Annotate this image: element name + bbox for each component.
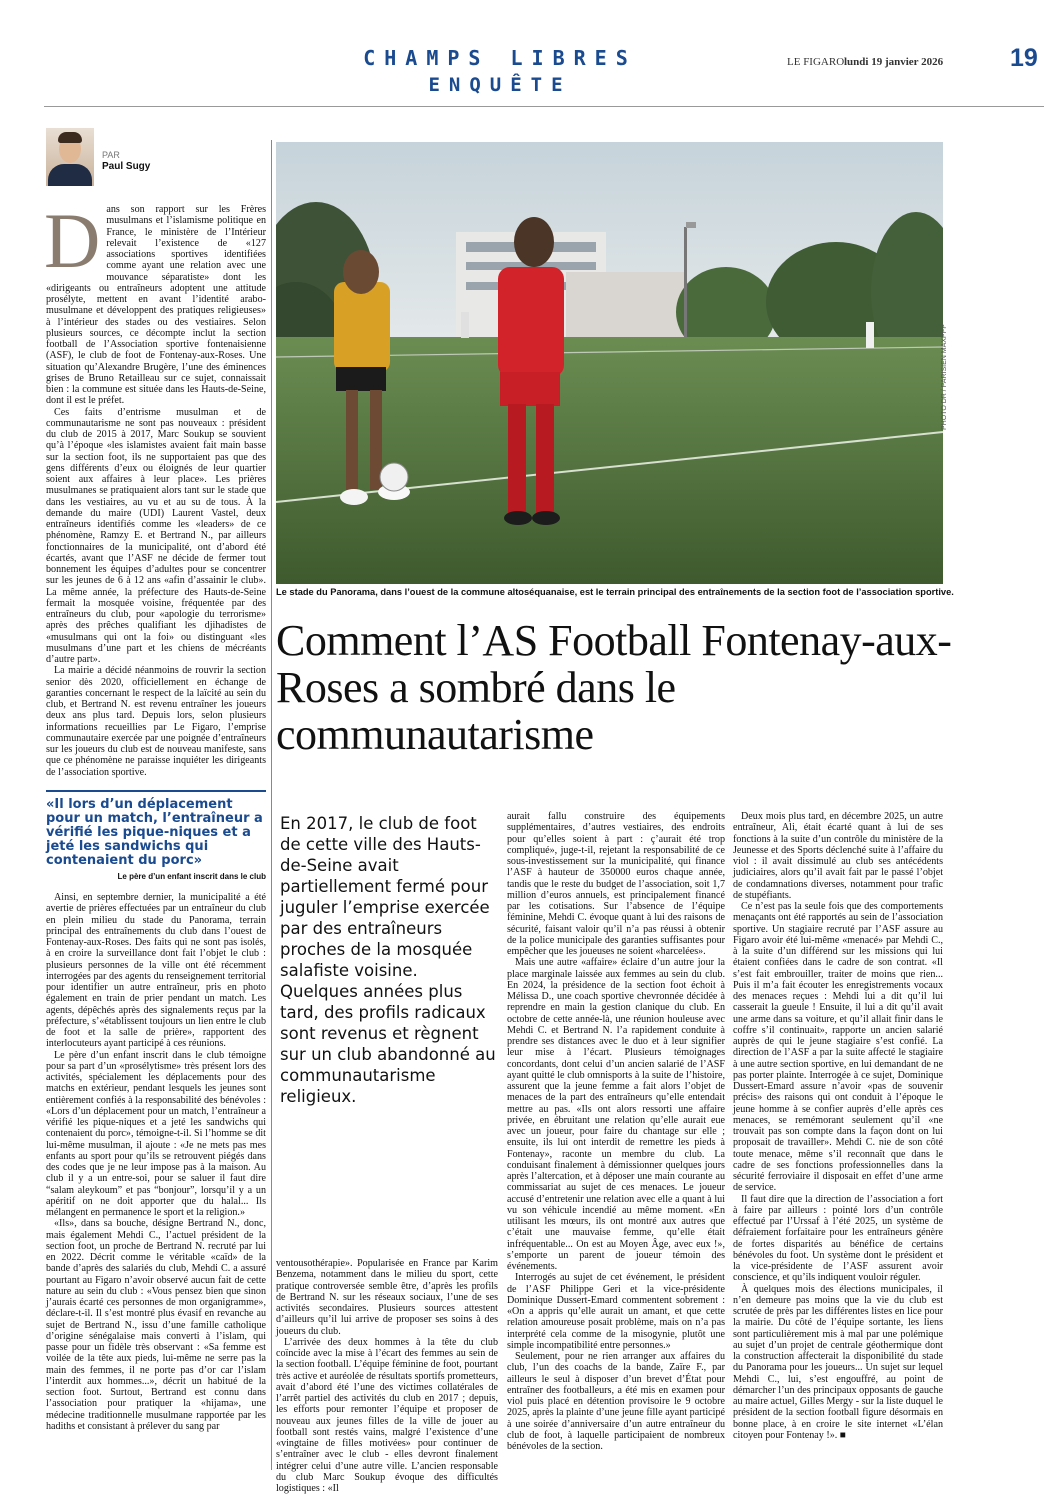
headline: Comment l’AS Football Fontenay-aux-Roses a sombré dans le communautarisme <box>276 616 952 759</box>
pull-quote-text: «Il lors d’un déplacement pour un match, l’entraîneur a vérifié les pique-niques et a jeté les sandwichs qui contenaient du porc» <box>46 797 263 868</box>
rubric-enquete: ENQUÊTE <box>428 74 572 96</box>
header-rule <box>44 106 1044 107</box>
paragraph: Ainsi, en septembre dernier, la municipalité a été avertie de prières effectuées par un entraîneur du club en plein milieu du stade du Panorama, terrain principal des entraînements du club dans l’ouest de Fontenay-aux-Roses. Des faits qui ne sont pas isolés, à en croire la surveillance dont fait l’objet le club : plusieurs personnes de la ville ont été récemment interrogées par des agents du renseignement territorial pour identifier un autre entraîneur, pris en photo également en train de prier pendant un match. Les agents, dépêchés après des signalements reçus par la préfecture, s’«établissent toujours un lien entre le club de foot et la salle de prière», rapportent des interlocuteurs ayant participé à ces réunions. <box>46 892 266 1050</box>
issue-date: lundi 19 janvier 2026 <box>844 56 944 68</box>
paragraph: Ces faits d’entrisme musulman et de communautarisme ne sont pas nouveaux : président du club de 2015 à 2017, Marc Soukup se souvient qu’à l’époque «les islamistes avaient fait main basse sur la section foot, ils ne supportaient pas que des gens différents d’eux ou éloignés de leur quartier soient aux affaires à leur place». Les prières musulmanes se pratiquaient alors tant sur le stade que dans les vestiaires, au vu et au su de tous. À la demande du maire (UDI) Laurent Vastel, deux entraîneurs identifiés comme les «leaders» de ce phénomène, Ramzy E. et Bertrand N., par ailleurs fonctionnaires de la municipalité, ont d’abord été écartés, avant que l’ASF ne décide de fermer tout bonnement les équipes d’adultes pour se concentrer sur les jeunes de 6 à 12 ans «afin d’assainir le club». La même année, la préfecture des Hauts-de-Seine fermait la mosquée voisine, fréquentée par des entraîneurs du club, pour «apologie du terrorisme» après des prêches qualifiant les djihadistes de «musulmans qui ont la foi» ou distinguant «les musulmans d’une part et les chiens de mécréants d’autre part». <box>46 406 266 665</box>
paragraph: Il faut dire que la direction de l’association a fort à faire par ailleurs : pointé lors d’un contrôle effectué par l’Urssaf à l’été 2025, un système de défraiement forfaitaire pour les entraîneurs génère de fortes disparités au bénéfice de certains bénévoles du foot. Un système dont le président et la vice-présidente de l’ASF assurent avoir conscience, et qu’ils indiquent vouloir réguler. <box>733 1193 943 1284</box>
paragraph: Interrogés au sujet de cet événement, le président de l’ASF Philippe Geri et la vice-présidente Dominique Dussert-Emard commentent sobrement : «On a appris qu’elle aurait un amant, et que cette relation amoureuse posait problème, mais on n’a pas interprété cela comme de la misogynie, plutôt une simple incompatibilité entre personnes.» <box>507 1272 725 1351</box>
article-column-2 <box>276 1258 498 1494</box>
byline-prefix: PAR <box>102 150 120 160</box>
column-separator <box>271 140 272 1470</box>
lead-paragraph: En 2017, le club de foot de cette ville des Hauts-de-Seine avait partiellement fermé pour juguler l’emprise exercée par des entraîneurs proches de la mosquée salafiste voisine. Quelques années plus tard, des profils radicaux sont revenus et règnent sur un club abandonné au communautarisme religieux. <box>280 814 496 1106</box>
article-column-1 <box>44 197 266 778</box>
paragraph: À quelques mois des élections municipales, il n’en demeure pas moins que la vie du club est scrutée de près par les différentes listes en lice pour la mairie. Du côté de l’équipe sortante, les liens sont particulièrement mis à mal par une polémique au sujet d’un projet de centrale géothermique dont la construction affecterait la disponibilité du stade du Panorama pour les joueurs... Un sujet sur lequel Mehdi C., lui, s’est engouffré, au point de démarcher l’un des principaux opposants de gauche au maire actuel, Gilles Mergy - sur la liste duquel le président de la section football figure désormais en bonne place, à en croire le site internet «L’élan citoyen pour Fontenay !». ■ <box>733 1283 943 1441</box>
paragraph: L’arrivée des deux hommes à la tête du club coïncide avec la mise à l’écart des femmes au sein de la section football. L’équipe féminine de foot, pourtant très active et auréolée de résultats sportifs prometteurs, avait d’abord été l’une des victimes collatérales de l’arrêt partiel des activités du club en 2017 ; depuis, les efforts pour remonter l’équipe et proposer de nouveau aux jeunes filles de la ville de jouer au football sont restés vains, malgré l’existence d’une «vingtaine de filles motivées» pour continuer de s’entraîner avec le club - elles devront finalement intégrer celui d’une autre ville. L’ancien responsable du club Marc Soukup évoque des difficultés logistiques : «Il <box>276 1336 498 1494</box>
author-block <box>46 128 246 188</box>
byline-name: Paul Sugy <box>102 161 151 172</box>
paragraph: ans son rapport sur les Frères musulmans et l’islamisme politique en France, le ministère de l’Intérieur relevait l’existence de «127 associations sportives identifiées comme ayant une relation avec une mouvance séparatiste» dont les «dirigeants ou entraîneurs adoptent une attitude prosélyte, mettent en avant l’identité arabo-musulmane et développent des pratiques religieuses» à l’intérieur des stades ou des vestiaires. Selon plusieurs sources, ce décompte inclut la section football de l’Association sportive fontenaisienne (ASF), le club de foot de Fontenay-aux-Roses. Une situation qu’Alexandre Brugère, l’une des éminences grises de Bruno Retailleau sur ce sujet, connaissait bien : la commune est située dans les Hauts-de-Seine, dont il est le préfet. <box>46 204 266 407</box>
pull-quote-attribution: Le père d’un enfant inscrit dans le club <box>117 872 266 881</box>
photo-credit: PHOTO DR / PARISIEN MAXPPP <box>941 324 948 430</box>
article-column-3 <box>507 811 725 1452</box>
rubric-champs-libres: CHAMPS LIBRES <box>363 46 637 70</box>
paragraph: Deux mois plus tard, en décembre 2025, un autre entraîneur, Ali, était écarté quant à lui de ses fonctions à la suite d’un contrôle du ministère de la Jeunesse et des Sports déclenché suite à l’affaire du viol : il avait dissimulé au club ses antécédents judiciaires, alors qu’il avait fait par le passé l’objet de condamnations diverses, notamment pour trafic de stupéfiants. <box>733 811 943 901</box>
paragraph: aurait fallu construire des équipements supplémentaires, d’autres vestiaires, des endroits pour qu’elles soient à part : ç’aurait été trop compliqué», juge-t-il, rejetant la responsabilité de ce sous-investissement sur la municipalité, qui finance l’ASF à hauteur de 350000 euros chaque année, tandis que le reste du budget de l’association, soit 1,7 million d’euros annuels, est principalement financé par les cotisations. Sur l’absence de l’équipe féminine, Mehdi C. évoque quant à lui des raisons de sécurité, faisant valoir qu’il n’a pas réussi à obtenir de la police municipale des garanties suffisantes pour empêcher que les joueuses ne soient «harcelées». <box>507 811 725 957</box>
photo-caption: Le stade du Panorama, dans l’ouest de la commune altoséquanaise, est le terrain principal des entraînements de la section foot de l’association sportive. <box>276 587 954 597</box>
pull-quote <box>46 790 266 881</box>
paragraph: ventousothérapie». Popularisée en France par Karim Benzema, notamment dans le milieu du sport, cette pratique controversée semble être, d’après les profils de Bertrand N. sur les réseaux sociaux, l’une de ses activités secondaires. Plusieurs sources attestent d’ailleurs qu’il lui arrive de proposer ses soins à des joueurs du club. <box>276 1258 498 1337</box>
newspaper-name: LE FIGARO <box>787 56 845 68</box>
stadium-photo <box>276 142 943 584</box>
drop-cap: D <box>44 197 101 284</box>
article-column-4 <box>733 811 943 1441</box>
author-avatar <box>46 128 94 186</box>
paragraph: Le père d’un enfant inscrit dans le club témoigne pour sa part d’un «prosélytisme» très présent lors des activités, spécialement les déplacements pour des matchs en extérieur, pendant lesquels les jeunes sont entièrement confiés à la responsabilité des bénévoles : «Lors d’un déplacement pour un match, l’entraîneur a vérifié les pique-niques et a jeté les sandwichs qui contenaient du porc», témoigne-t-il. Si l’homme se dit lui-même musulman, il ajoute : «Je ne mets pas mes enfants au sport pour qu’ils se retrouvent piégés dans des codes que je ne leur impose pas à la maison. Au club il y a un entre-soi, pour se saluer il faut dire “salam aleykoum” et pas “bonjour”, lorsqu’il y a un apéritif on ne doit apporter que du halal... Ils mélangent en permanence le sport et la religion.» <box>46 1049 266 1218</box>
paragraph: Seulement, pour ne rien arranger aux affaires du club, l’un des coachs de la bande, Zaïre F., par ailleurs le seul à disposer d’un brevet d’État pour entraîner des footballeurs, a été mis en examen pour viol puis placé en détention provisoire le 9 octobre 2025, après la plainte d’une jeune fille ayant participé à une soirée d’anniversaire d’un autre entraîneur du club de foot, à laquelle participaient de nombreux bénévoles de la section. <box>507 1351 725 1452</box>
page-number: 19 <box>1010 44 1038 72</box>
article-column-1-continued <box>46 892 266 1432</box>
paragraph: «Ils», dans sa bouche, désigne Bertrand N., donc, mais également Mehdi C., l’actuel président de la section foot, un proche de Bertrand N. recruté par lui en 2022. Décrit comme le véritable «caïd» de la bande d’après des salariés du club, Mehdi C. a assuré pourtant au Figaro n’avoir observé aucun fait de cette nature au sein du club : «Vous pensez bien que sinon j’aurais écarté ces personnes de mon organigramme», déclare-t-il. Il s’est montré plus évasif en revanche au sujet de Bertrand N., issu d’une famille catholique d’origine sénégalaise mais converti à l’islam, qui passe pour un fidèle très observant : «Sa femme est voilée de la tête aux pieds, lui-même ne serre pas la main des femmes, il ne porte pas d’or car l’islam l’interdit aux hommes...», décrit un habitué de la section foot. Surtout, Bertrand est connu dans l’association pour pratiquer la «hijama», une médecine traditionnelle musulmane rapportée par les hadiths et consistant à prélever du sang par <box>46 1218 266 1432</box>
paragraph: La mairie a décidé néanmoins de rouvrir la section senior dès 2020, officiellement en échange de garanties concernant le respect de la laïcité au sein du club, et Bertrand N. est revenu entraîner les joueurs deux ans plus tard. Depuis lors, selon plusieurs informations recueillies par Le Figaro, l’emprise communautaire exercée par une poignée d’entraîneurs sur les joueurs du club est de nouveau manifeste, sans que ce phénomène ne paraisse inquiéter les dirigeants de l’association sportive. <box>46 665 266 778</box>
paragraph: Ce n’est pas la seule fois que des comportements menaçants ont été rapportés au sein de l’association sportive. Un stagiaire recruté par l’ASF assure au Figaro avoir été lui-même «menacé» par Mehdi C., à la suite d’un différend sur les missions qui lui étaient confiées dans le cadre de son contrat. «Il s’est fait embrouiller, traiter de moins que rien... Puis il m’a fait écouter les enregistrements vocaux des menaces reçues : Mehdi lui a dit qu’il lui casserait la gueule ! Ensuite, il lui a dit qu’il avait une arme dans sa voiture, et qu’il allait finir dans le coffre s’il continuait», rapporte un ancien salarié auprès de qui le jeune stagiaire s’est confié. La direction de l’ASF a par la suite affecté le stagiaire à une autre section sportive, en lui demandant de ne pas porter plainte. Interrogée à ce sujet, Dominique Dussert-Emard assure n’avoir «pas de souvenir précis» des raisons qui ont conduit à l’époque le jeune homme à se confier auprès d’elle après ces menaces, se remémorant seulement qu’il «ne trouvait pas son compte dans la façon dont on lui proposait de travailler». Mehdi C. nie de son côté toute menace, même s’il reconnaît que dans le cadre de ses fonctions professionnelles dans la sécurité ferroviaire il disposait en effet d’une arme de service. <box>733 901 943 1194</box>
paragraph: Mais une autre «affaire» éclaire d’un autre jour la place marginale laissée aux femmes au sein du club. En 2024, la présidence de la section foot échoit à Mélissa D., une coach sportive chevronnée décidée à reprendre en main la gestion clanique du club. En octobre de cette année-là, une réunion houleuse avec Mehdi C. et Bertrand N. l’a rapidement conduite à prendre ses distances avec le duo et à leur signifier leur mise à l’écart. Plusieurs témoignages concordants, dont celui d’un ancien salarié de l’ASF ayant quitté le club omnisports à la suite de l’histoire, assurent que la jeune femme a fait alors l’objet de menaces de la part des entraîneurs qu’elle entendait mettre au pas. «Ils ont alors ressorti une affaire privée, en ébruitant une relation qu’elle aurait eue avec un joueur, pour faire du chantage sur elle ; ensuite, ils lui ont interdit de remettre les pieds à Fontenay», raconte un membre du club. La conduisant finalement à démissionner quelques jours après l’altercation, et à déposer une main courante au commissariat au sujet de ces menaces. Le joueur accusé d’entretenir une relation avec elle a quant à lui vu son véhicule incendié au même moment. «En utilisant les mœurs, ils ont montré aux autres que c’était une mauvaise femme, qu’elle était infréquentable... On est au Moyen Âge, avec eux !», s’emporte un parent de joueur témoin des événements. <box>507 957 725 1272</box>
